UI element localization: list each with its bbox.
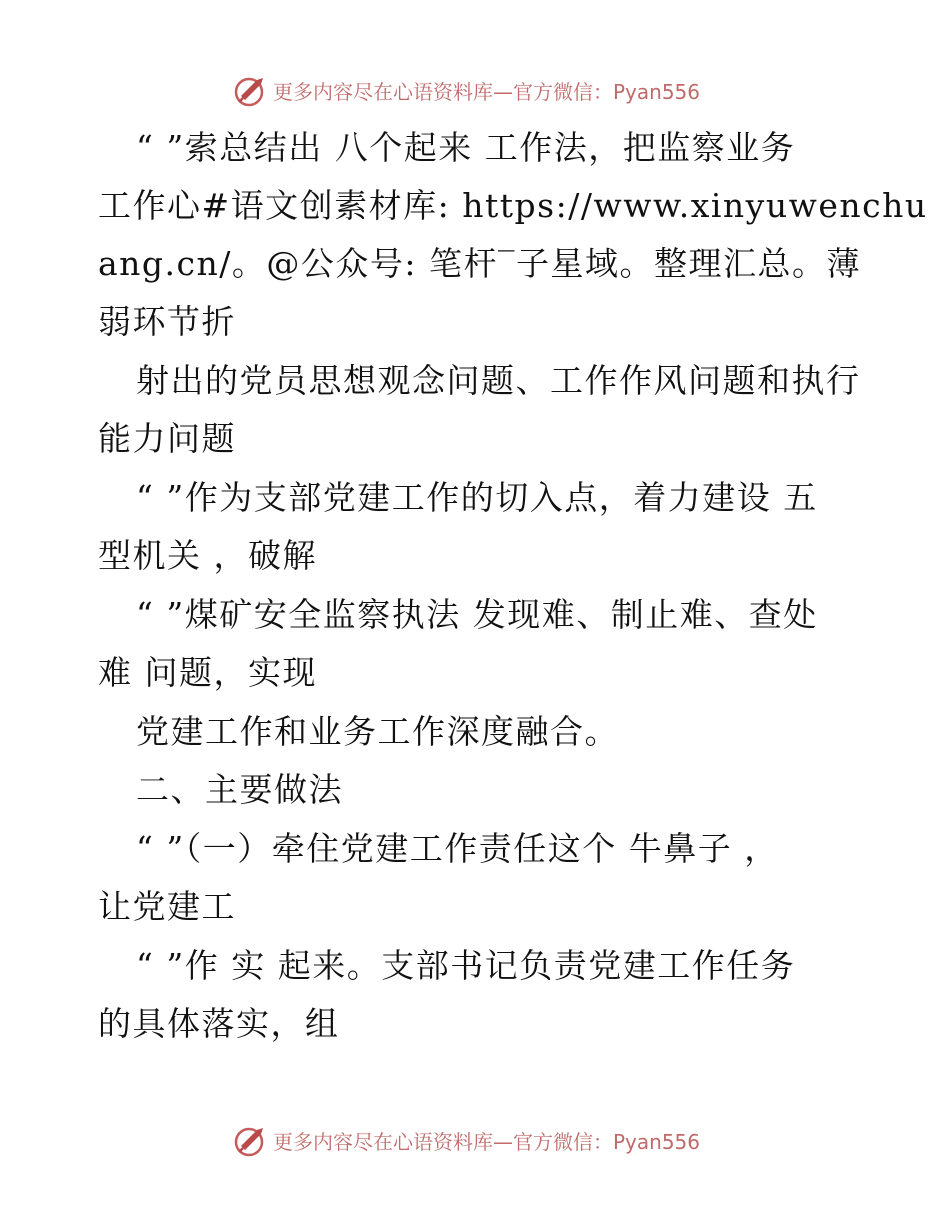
text-line: 工作心#语文创素材库: https://www.xinyuwenchu bbox=[98, 186, 928, 225]
text-line: 型机关 ，破解 bbox=[98, 536, 317, 575]
text-line: 党建工作和业务工作深度融合。 bbox=[136, 712, 619, 751]
text-line: “ ”作为支部党建工作的切入点，着力建设 五 bbox=[136, 478, 818, 517]
text-line: “ ”作 实 起来。支部书记负责党建工作任务 bbox=[136, 946, 796, 985]
text-line: 弱环节折 bbox=[98, 302, 236, 341]
footer-watermark bbox=[233, 1120, 753, 1160]
text-line: 射出的党员思想观念问题、工作作风问题和执行 bbox=[136, 361, 861, 400]
text-line: “ ”索总结出 八个起来 工作法，把监察业务 bbox=[136, 128, 796, 167]
header-watermark bbox=[233, 70, 753, 110]
pen-nib-logo-icon bbox=[233, 1122, 269, 1158]
watermark-text: 更多内容尽在心语资料库—官方微信：Pyan556 bbox=[273, 1129, 701, 1154]
text-line: 的具体落实，组 bbox=[98, 1004, 340, 1043]
watermark-text: 更多内容尽在心语资料库—官方微信：Pyan556 bbox=[273, 79, 701, 104]
text-line: “ ”煤矿安全监察执法 发现难、制止难、查处 bbox=[136, 595, 818, 634]
text-line: “ ”（一）牵住党建工作责任这个 牛鼻子 ， bbox=[136, 829, 779, 868]
text-line: 能力问题 bbox=[98, 419, 236, 458]
text-line: 难 问题，实现 bbox=[98, 653, 317, 692]
text-line: ang.cn/。@公众号: 笔杆‾子星域。整理汇总。薄 bbox=[98, 244, 862, 283]
pen-nib-logo-icon bbox=[233, 72, 269, 108]
section-heading: 二、主要做法 bbox=[136, 770, 343, 809]
text-line: 让党建工 bbox=[98, 887, 236, 926]
